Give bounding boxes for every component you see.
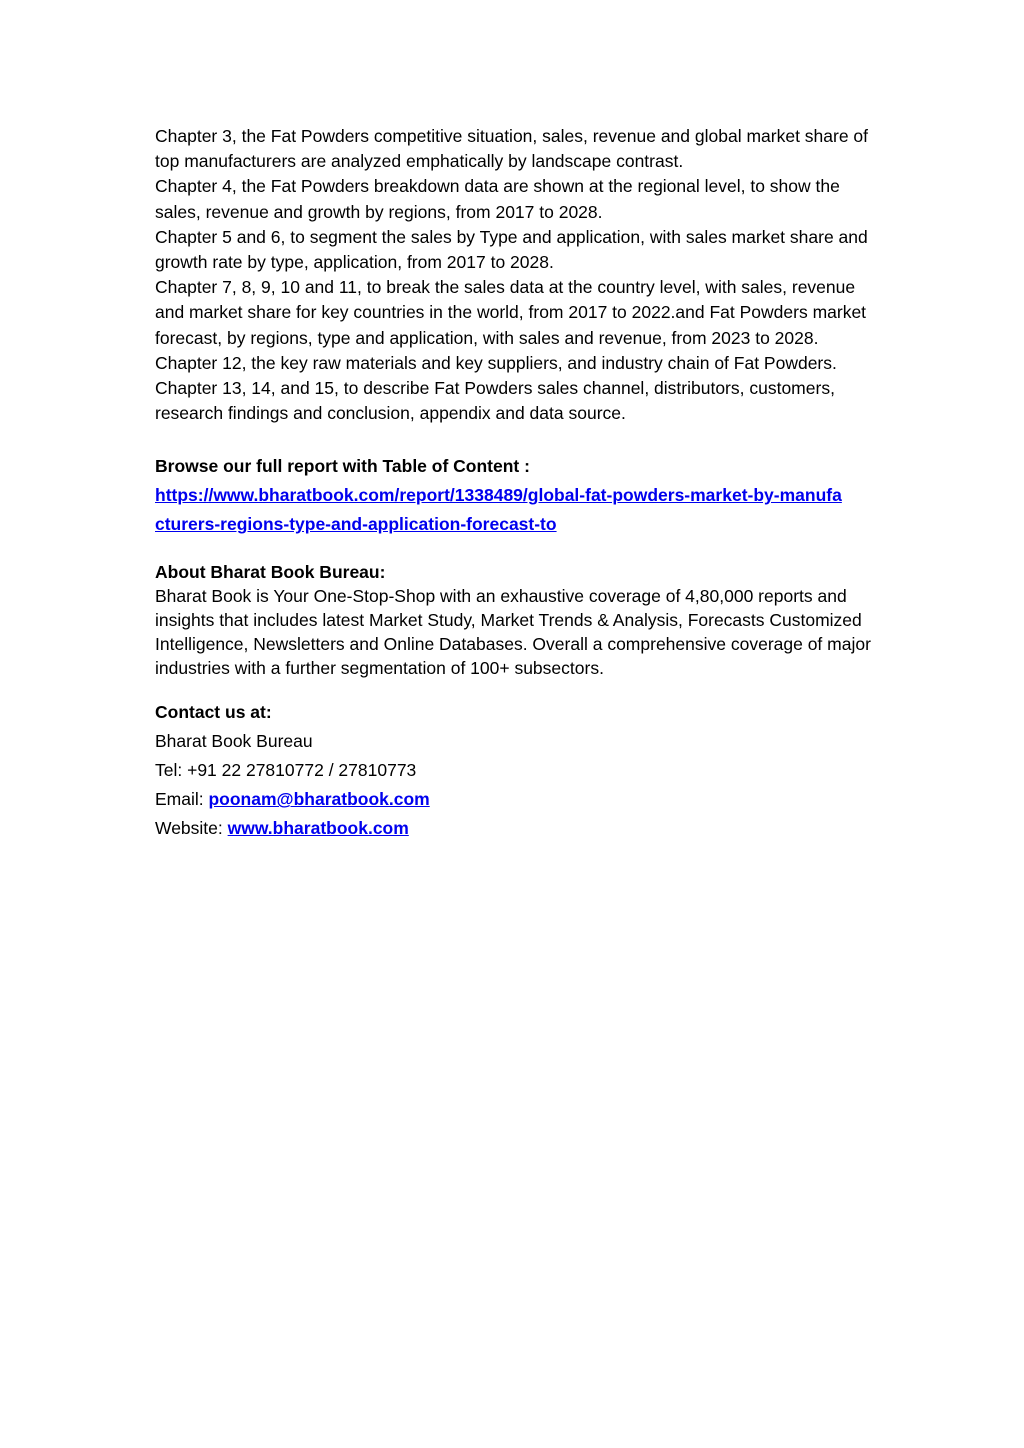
contact-tel: Tel: +91 22 27810772 / 27810773: [155, 760, 417, 781]
chapter-7-11-text: Chapter 7, 8, 9, 10 and 11, to break the sales data at the country level, with sales, revenue and market share for key countries in the world, from 2017 to 2022.and Fat Powders market forecast, by regions, type and application, with sales and revenue, from 2023 to 2028.: [155, 277, 867, 348]
email-link[interactable]: poonam@bharatbook.com: [208, 789, 430, 810]
about-text: Bharat Book is Your One-Stop-Shop with an exhaustive coverage of 4,80,000 reports and insights that includes latest Market Study, Market Trends & Analysis, Forecasts Customized Intelligence, Newsletters and Online Databases. Overall a comprehensive coverage of major industries with a further segmentation of 100+ subsectors.: [155, 586, 871, 679]
chapter-13-15-text: Chapter 13, 14, and 15, to describe Fat Powders sales channel, distributors, customers, research findings and conclusion, appendix and data source.: [155, 378, 835, 424]
contact-heading: Contact us at:: [155, 702, 272, 723]
chapter-5-6-text: Chapter 5 and 6, to segment the sales by Type and application, with sales market share and growth rate by type, application, from 2017 to 2028.: [155, 226, 868, 273]
chapter-3-text: Chapter 3, the Fat Powders competitive situation, sales, revenue and global market share of top manufacturers are analyzed emphatically by landscape contrast.: [155, 126, 869, 172]
chapter-4-text: Chapter 4, the Fat Powders breakdown data are shown at the regional level, to show the sales, revenue and growth by regions, from 2017 to 2028.: [155, 176, 840, 222]
report-link[interactable]: https://www.bharatbook.com/report/1338489/global-fat-powders-market-by-manufacturers-regions-type-and-application-forecast-to: [155, 485, 842, 535]
browse-section: [155, 452, 875, 539]
document-page: [155, 124, 875, 843]
about-section: [155, 560, 875, 680]
browse-heading: Browse our full report with Table of Content :: [155, 456, 530, 477]
contact-email-line: [155, 785, 875, 814]
about-heading: About Bharat Book Bureau:: [155, 562, 386, 583]
website-link[interactable]: www.bharatbook.com: [227, 818, 409, 839]
contact-company: Bharat Book Bureau: [155, 731, 313, 752]
contact-section: [155, 698, 875, 843]
chapter-12-text: Chapter 12, the key raw materials and key suppliers, and industry chain of Fat Powders.: [155, 352, 837, 373]
email-label: Email:: [155, 789, 209, 810]
contact-website-line: [155, 814, 875, 843]
chapter-list: [155, 124, 875, 426]
website-label: Website:: [155, 818, 228, 839]
